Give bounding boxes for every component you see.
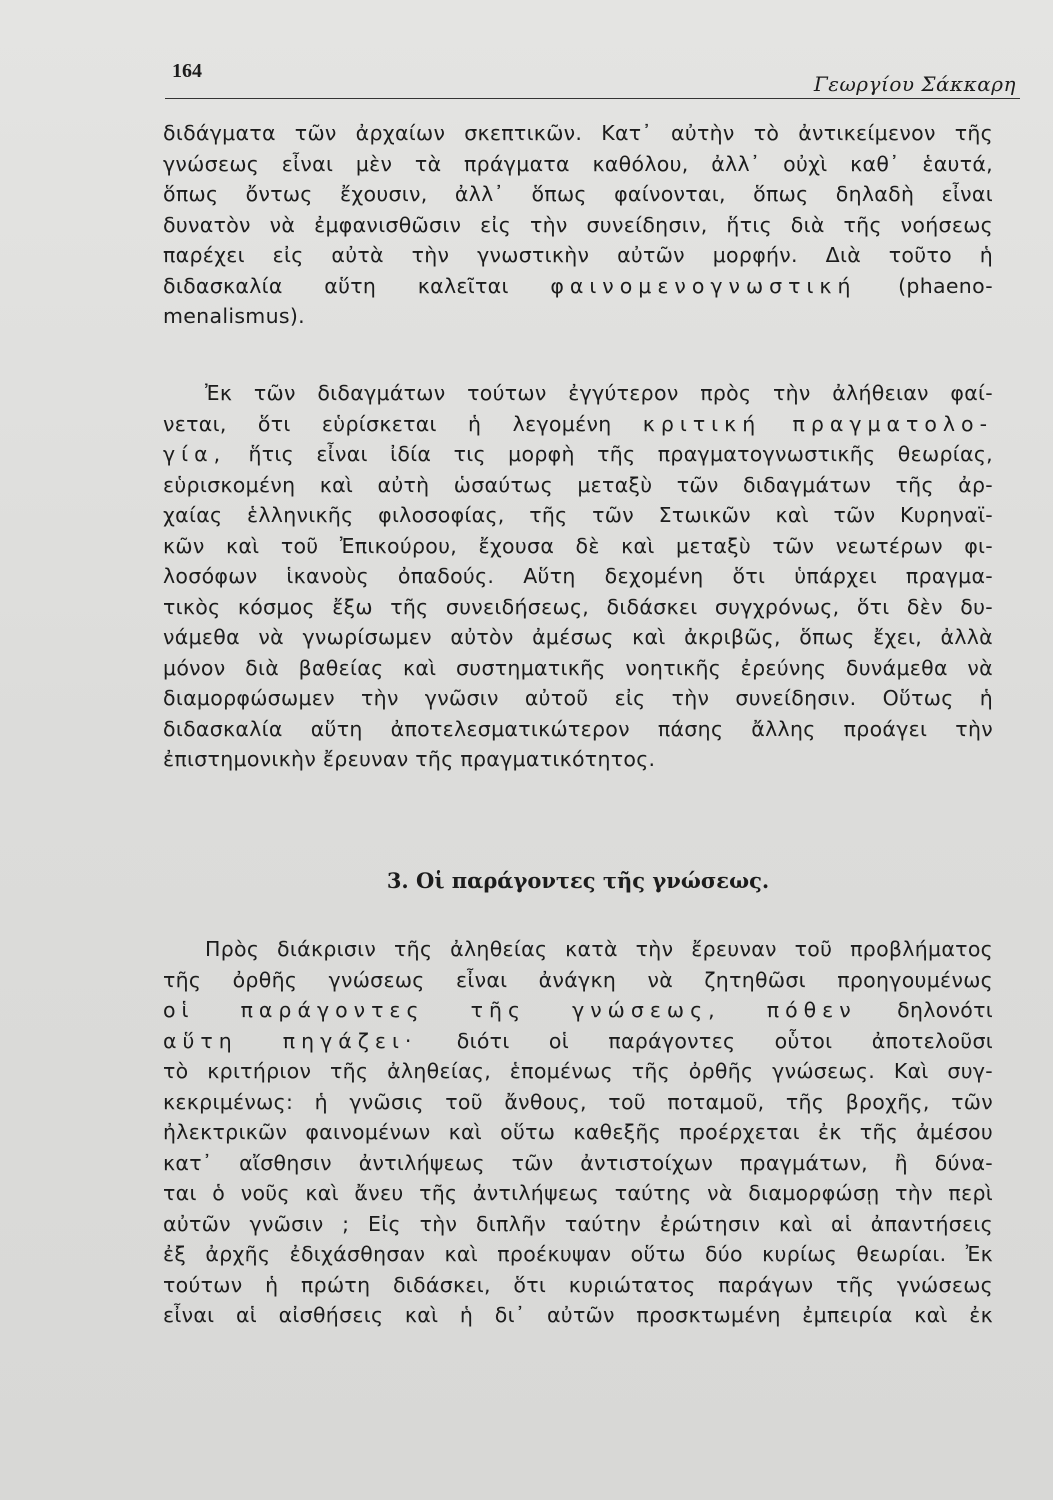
text-line: ἐξ ἀρχῆς ἐδιχάσθησαν καὶ προέκυψαν οὕτω δύο κυρίως θεωρίαι. Ἐκ	[163, 1242, 993, 1266]
text-line: εἶναι αἱ αἰσθήσεις καὶ ἡ δι᾿ αὐτῶν προσκτωμένη ἐμπειρία καὶ ἐκ	[163, 1303, 993, 1327]
running-head-author: Γεωργίου Σάκκαρη	[813, 72, 1016, 96]
text-line: χαίας ἑλληνικῆς φιλοσοφίας, τῆς τῶν Στωικῶν καὶ τῶν Κυρηναϊ-	[163, 503, 993, 527]
text-line: παρέχει εἰς αὐτὰ τὴν γνωστικὴν αὐτῶν μορφήν. Διὰ τοῦτο ἡ	[163, 243, 993, 267]
text-segment: ἥτις εἶναι ἰδία τις μορφὴ τῆς πραγματογνωστικῆς θεωρίας,	[248, 442, 993, 466]
paragraph-2	[163, 378, 993, 775]
text-segment: διδασκαλία αὕτη καλεῖται	[163, 273, 509, 298]
text-line: τούτων ἡ πρώτη διδάσκει, ὅτι κυριώτατος παράγων τῆς γνώσεως	[163, 1272, 993, 1297]
spaced-term: οἱ παράγοντες τῆς γνώσεως, πόθεν	[163, 998, 857, 1022]
text-line: λοσόφων ἱκανοὺς ὀπαδούς. Αὕτη δεχομένη ὅτι ὑπάρχει πραγμα-	[163, 564, 993, 588]
spaced-term: γία,	[163, 442, 227, 466]
text-line	[163, 409, 993, 440]
text-line: κατ᾿ αἴσθησιν ἀντιλήψεως τῶν ἀντιστοίχων πραγμάτων, ἢ δύνα-	[163, 1150, 993, 1175]
text-line: ἠλεκτρικῶν φαινομένων καὶ οὕτω καθεξῆς προέρχεται ἐκ τῆς ἀμέσου	[163, 1120, 993, 1144]
text-line: ὅπως ὄντως ἔχουσιν, ἀλλ᾿ ὅπως φαίνονται, ὅπως δηλαδὴ εἶναι	[163, 182, 993, 206]
text-segment: διότι οἱ παράγοντες οὗτοι ἀποτελοῦσι	[456, 1028, 993, 1053]
text-line: κῶν καὶ τοῦ Ἐπικούρου, ἔχουσα δὲ καὶ μεταξὺ τῶν νεωτέρων φι-	[163, 533, 993, 558]
running-header	[165, 58, 1020, 99]
text-line	[163, 271, 993, 302]
section-heading: 3. Οἱ παράγοντες τῆς γνώσεως.	[386, 868, 770, 893]
spaced-term: αὕτη πηγάζει·	[163, 1028, 418, 1053]
text-line: τικὸς κόσμος ἔξω τῆς συνειδήσεως, διδάσκει συγχρόνως, ὅτι δὲν δυ-	[163, 594, 993, 619]
text-line: διδάγματα τῶν ἀρχαίων σκεπτικῶν. Κατ᾿ αὐτὴν τὸ ἀντικείμενον τῆς	[163, 121, 993, 145]
spaced-term: πραγματολο-	[792, 411, 993, 436]
text-line: menalismus).	[163, 304, 305, 328]
text-line: μόνον διὰ βαθείας καὶ συστηματικῆς νοητικῆς ἐρεύνης δυνάμεθα νὰ	[163, 655, 993, 680]
text-line: δυνατὸν νὰ ἐμφανισθῶσιν εἰς τὴν συνείδησιν, ἥτις διὰ τῆς νοήσεως	[163, 212, 993, 237]
text-line: τὸ κριτήριον τῆς ἀληθείας, ἑπομένως τῆς ὀρθῆς γνώσεως. Καὶ συγ-	[163, 1059, 993, 1083]
text-line: Ἐκ τῶν διδαγμάτων τούτων ἐγγύτερον πρὸς τὴν ἀλήθειαν φαί-	[205, 381, 993, 405]
paragraph-3	[163, 934, 993, 1331]
text-line	[163, 439, 993, 470]
text-segment: νεται, ὅτι εὑρίσκεται ἡ λεγομένη	[163, 411, 612, 436]
spaced-term: κριτική	[642, 411, 762, 436]
text-line: κεκριμένως: ἡ γνῶσις τοῦ ἄνθους, τοῦ ποταμοῦ, τῆς βροχῆς, τῶν	[163, 1089, 993, 1114]
text-line: γνώσεως εἶναι μὲν τὰ πράγματα καθόλου, ἀλλ᾿ οὐχὶ καθ᾿ ἑαυτά,	[163, 151, 993, 176]
paragraph-1	[163, 118, 993, 332]
spaced-term: φαινομενογνωστική	[550, 273, 857, 298]
text-line: τῆς ὀρθῆς γνώσεως εἶναι ἀνάγκη νὰ ζητηθῶσι προηγουμένως	[163, 967, 993, 992]
text-line: νάμεθα νὰ γνωρίσωμεν αὐτὸν ἀμέσως καὶ ἀκριβῶς, ὅπως ἔχει, ἀλλὰ	[163, 625, 993, 649]
text-line: ται ὁ νοῦς καὶ ἄνευ τῆς ἀντιλήψεως ταύτης νὰ διαμορφώσῃ τὴν περὶ	[163, 1181, 993, 1205]
text-line: αὐτῶν γνῶσιν ; Εἰς τὴν διπλῆν ταύτην ἐρώτησιν καὶ αἱ ἀπαντήσεις	[163, 1211, 993, 1236]
page-number: 164	[172, 60, 202, 82]
text-line: διαμορφώσωμεν τὴν γνῶσιν αὐτοῦ εἰς τὴν συνείδησιν. Οὕτως ἡ	[163, 686, 993, 710]
text-segment: (phaeno-	[898, 273, 993, 298]
text-line: ἐπιστημονικὴν ἔρευναν τῆς πραγματικότητος.	[163, 747, 656, 771]
text-line: διδασκαλία αὕτη ἀποτελεσματικώτερον πάσης ἄλλης προάγει τὴν	[163, 716, 993, 741]
text-line: εὑρισκομένη καὶ αὐτὴ ὡσαύτως μεταξὺ τῶν διδαγμάτων τῆς ἀρ-	[163, 472, 993, 497]
text-line	[163, 1026, 993, 1057]
text-line	[163, 995, 993, 1026]
text-segment: δηλονότι	[897, 998, 993, 1022]
text-line: Πρὸς διάκρισιν τῆς ἀληθείας κατὰ τὴν ἔρευναν τοῦ προβλήματος	[205, 937, 993, 961]
